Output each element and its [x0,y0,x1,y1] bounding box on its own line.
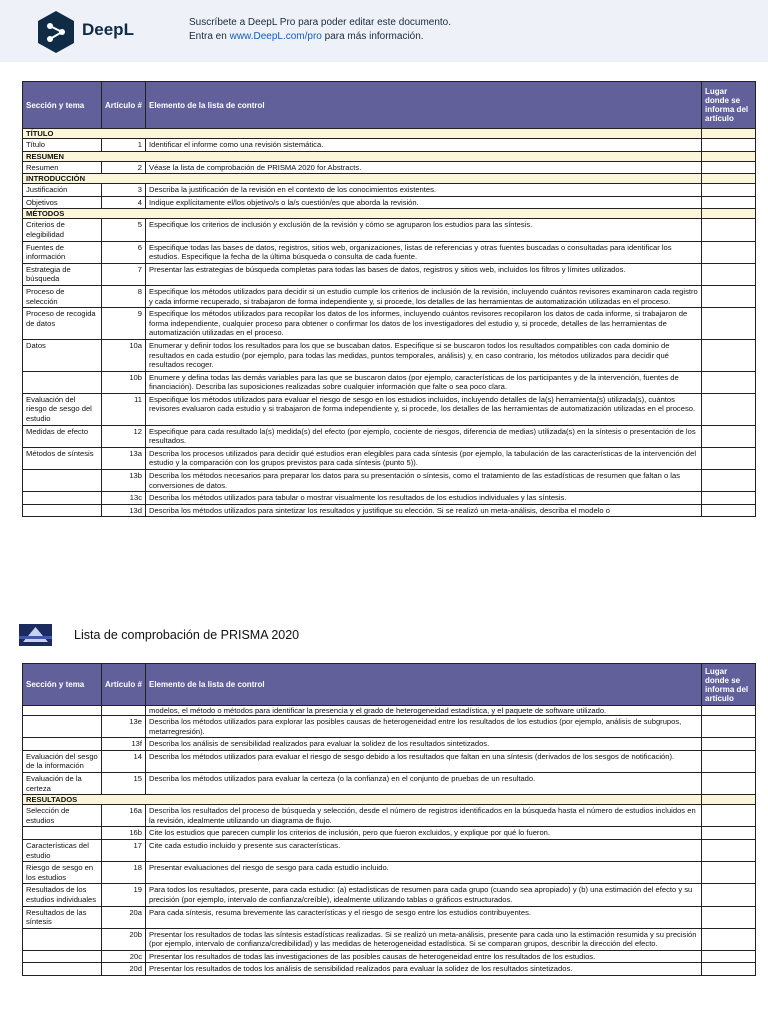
location-reported-cell [702,339,756,371]
item-number: 13c [102,492,146,505]
prisma-logo-icon [19,624,52,646]
banner-line-2: Entra en www.DeepL.com/pro para más información. [189,31,424,42]
location-reported-cell [702,963,756,976]
item-number: 8 [102,285,146,307]
checklist-item-text: Describa los análisis de sensibilidad realizados para evaluar la solidez de los resultados sintetizados. [146,738,702,751]
item-number: 12 [102,425,146,447]
section-topic: Proceso de recogida de datos [23,308,102,340]
header-item-number: Artículo # [102,82,146,129]
section-topic: Características del estudio [23,839,102,861]
section-topic [23,716,102,738]
checklist-row [23,827,756,840]
checklist-item-text: Véase la lista de comprobación de PRISMA 2020 for Abstracts. [146,161,702,174]
location-reported-cell [702,504,756,517]
prisma-checklist-table-page-2 [22,663,756,976]
location-reported-cell [702,285,756,307]
checklist-row [23,447,756,469]
banner-line-1: Suscríbete a DeepL Pro para poder editar este documento. [189,17,452,28]
section-title: RESUMEN [23,151,702,161]
checklist-item-text: Especifique los métodos utilizados para decidir si un estudio cumple los criterios de inclusión de la revisión, incluyendo cuántos revisores examinaron cada registro y cada informe recuperado, si trabajaron de forma independiente y, si procede, los detalles de las herramientas de automatización utilizadas en el proceso. [146,285,702,307]
item-number: 16a [102,805,146,827]
deepl-banner [0,0,768,62]
location-reported-cell [702,950,756,963]
checklist-row [23,750,756,772]
checklist-row [23,805,756,827]
section-topic: Evaluación de la certeza [23,772,102,794]
item-number: 11 [102,393,146,425]
section-title: INTRODUCCIÓN [23,174,702,184]
section-title: TÍTULO [23,129,702,139]
page-2-title: Lista de comprobación de PRISMA 2020 [74,628,300,642]
checklist-row [23,339,756,371]
section-header-row [23,129,756,139]
checklist-item-text: Especifique los criterios de inclusión y exclusión de la revisión y cómo se agruparon los estudios para las síntesis. [146,219,702,241]
section-topic [23,928,102,950]
item-number: 13a [102,447,146,469]
checklist-row [23,928,756,950]
deepl-brand: DeepL [82,20,134,39]
section-topic [23,470,102,492]
checklist-row [23,161,756,174]
location-reported-cell [702,492,756,505]
header-checklist-item: Elemento de la lista de control [146,664,702,706]
item-number: 3 [102,184,146,197]
checklist-item-text: Presentar los resultados de todos los análisis de sensibilidad realizados para evaluar la solidez de los resultados sintetizados. [146,963,702,976]
location-reported-cell [702,805,756,827]
checklist-row [23,184,756,197]
item-number: 13e [102,716,146,738]
section-topic [23,706,102,716]
item-number [102,706,146,716]
checklist-item-text: Identificar el informe como una revisión sistemática. [146,139,702,152]
checklist-item-text: Describa los métodos utilizados para tabular o mostrar visualmente los resultados de los estudios individuales y las síntesis. [146,492,702,505]
checklist-item-text: Especifique para cada resultado la(s) medida(s) del efecto (por ejemplo, cociente de riesgos, diferencia de medias) utilizada(s) en la síntesis o presentación de los resultados. [146,425,702,447]
location-reported-cell [702,196,756,209]
item-number: 10b [102,371,146,393]
checklist-item-text: Describa los métodos utilizados para evaluar la certeza (o la confianza) en el conjunto de pruebas de un resultado. [146,772,702,794]
section-location-cell [702,151,756,161]
item-number: 10a [102,339,146,371]
location-reported-cell [702,470,756,492]
section-title: MÉTODOS [23,209,702,219]
checklist-item-text: Describa los métodos utilizados para sintetizar los resultados y justifique su elección. Si se realizó un meta-análisis, describa el modelo o [146,504,702,517]
item-number: 13f [102,738,146,751]
section-topic: Resumen [23,161,102,174]
location-reported-cell [702,447,756,469]
checklist-row [23,139,756,152]
section-topic: Selección de estudios [23,805,102,827]
checklist-row [23,219,756,241]
location-reported-cell [702,750,756,772]
item-number: 4 [102,196,146,209]
header-section-topic: Sección y tema [23,82,102,129]
section-topic [23,950,102,963]
checklist-item-text: Describa los métodos utilizados para evaluar el riesgo de sesgo debido a los resultados que faltan en una síntesis (derivados de los sesgos de notificación). [146,750,702,772]
checklist-item-text: Describa los métodos utilizados para explorar las posibles causas de heterogeneidad entre los resultados de los estudios (por ejemplo, análisis de subgrupos, metarregresión). [146,716,702,738]
section-header-row [23,174,756,184]
item-number: 9 [102,308,146,340]
location-reported-cell [702,393,756,425]
checklist-item-text: Especifique los métodos utilizados para evaluar el riesgo de sesgo en los estudios incluidos, incluyendo detalles de la(s) herramienta(s) utilizada(s), cuántos revisores evaluaron cada estudio y si trabajaron de forma independiente y, si procede, los detalles de las herramientas de automatización utilizadas en el proceso. [146,393,702,425]
checklist-item-text: Para todos los resultados, presente, para cada estudio: (a) estadísticas de resumen para cada grupo (cuando sea apropiado) y (b) una estimación del efecto y su precisión (por ejemplo, intervalo de confianza/creíble), idealmente utilizando tablas o gráficos estructurados. [146,884,702,906]
section-topic [23,371,102,393]
section-location-cell [702,174,756,184]
section-header-row [23,795,756,805]
deepl-logo-icon [36,10,76,54]
location-reported-cell [702,425,756,447]
checklist-row [23,492,756,505]
checklist-row [23,285,756,307]
location-reported-cell [702,772,756,794]
item-number: 2 [102,161,146,174]
checklist-row [23,241,756,263]
section-location-cell [702,795,756,805]
checklist-item-text: Presentar las estrategias de búsqueda completas para todas las bases de datos, registros y sitios web, incluidos los filtros y límites utilizados. [146,263,702,285]
deepl-pro-link[interactable]: www.DeepL.com/pro [229,31,322,42]
checklist-row [23,963,756,976]
location-reported-cell [702,827,756,840]
checklist-item-text: Especifique todas las bases de datos, registros, sitios web, organizaciones, listas de referencias y otras fuentes buscadas o consultadas para identificar los estudios. Especifique la fecha de la última búsqueda o consulta de cada fuente. [146,241,702,263]
section-topic [23,963,102,976]
checklist-row [23,772,756,794]
checklist-row [23,196,756,209]
section-topic: Justificación [23,184,102,197]
section-topic [23,738,102,751]
item-number: 18 [102,862,146,884]
section-header-row [23,209,756,219]
item-number: 20a [102,906,146,928]
section-topic: Medidas de efecto [23,425,102,447]
page-break [0,568,768,618]
location-reported-cell [702,906,756,928]
item-number: 14 [102,750,146,772]
header-section-topic: Sección y tema [23,664,102,706]
location-reported-cell [702,184,756,197]
checklist-item-text: Presentar los resultados de todas las investigaciones de las posibles causas de heterogeneidad entre los resultados de los estudios. [146,950,702,963]
item-number: 17 [102,839,146,861]
page-2-heading [19,621,419,649]
section-topic [23,827,102,840]
checklist-item-text: Cite los estudios que parecen cumplir los criterios de inclusión, pero que fueron excluidos, y explique por qué lo fueron. [146,827,702,840]
item-number: 19 [102,884,146,906]
checklist-row [23,950,756,963]
section-title: RESULTADOS [23,795,702,805]
checklist-row [23,504,756,517]
checklist-item-text: Indique explícitamente el/los objetivo/s o la/s cuestión/es que aborda la revisión. [146,196,702,209]
checklist-item-text: Presentar evaluaciones del riesgo de sesgo para cada estudio incluido. [146,862,702,884]
checklist-item-text: Especifique los métodos utilizados para recopilar los datos de los informes, incluyendo cuántos revisores recopilaron los datos de cada informe, si trabajaron de forma independiente, cualquier proceso para obtener o confirmar los datos de los investigadores del estudio y, si procede, detalles de las herramientas de automatización utilizadas en el proceso. [146,308,702,340]
checklist-row [23,470,756,492]
section-topic: Datos [23,339,102,371]
prisma-checklist-table-page-1 [22,81,756,517]
section-topic: Evaluación del sesgo de la información [23,750,102,772]
checklist-item-text: Describa los resultados del proceso de búsqueda y selección, desde el número de registros identificados en la búsqueda hasta el número de estudios incluidos en la revisión, idealmente utilizando un diagrama de flujo. [146,805,702,827]
item-number: 1 [102,139,146,152]
location-reported-cell [702,928,756,950]
header-item-number: Artículo # [102,664,146,706]
header-location-reported: Lugar donde se informa del artículo [702,664,756,706]
checklist-item-text: Describa los métodos necesarios para preparar los datos para su presentación o síntesis, como el tratamiento de las estadísticas de resumen que faltan o las conversiones de datos. [146,470,702,492]
section-topic: Evaluación del riesgo de sesgo del estudio [23,393,102,425]
section-topic: Objetivos [23,196,102,209]
checklist-row [23,906,756,928]
checklist-item-text: Describa la justificación de la revisión en el contexto de los conocimientos existentes. [146,184,702,197]
location-reported-cell [702,241,756,263]
location-reported-cell [702,139,756,152]
item-number: 16b [102,827,146,840]
section-location-cell [702,129,756,139]
section-location-cell [702,209,756,219]
location-reported-cell [702,263,756,285]
section-topic: Riesgo de sesgo en los estudios [23,862,102,884]
checklist-row [23,371,756,393]
checklist-item-text: modelos, el método o métodos para identificar la presencia y el grado de heterogeneidad estadística, y el paquete de software utilizado. [146,706,702,716]
checklist-row [23,884,756,906]
checklist-row [23,839,756,861]
checklist-item-text: Para cada síntesis, resuma brevemente las características y el riesgo de sesgo entre los estudios contribuyentes. [146,906,702,928]
section-topic: Resultados de las síntesis [23,906,102,928]
checklist-item-text: Enumerar y definir todos los resultados para los que se buscaban datos. Especifique si se buscaron todos los resultados compatibles con cada dominio de resultados en cada estudio (por ejemplo, para todas las medidas, puntos temporales, análisis) y, en caso contrario, los métodos utilizados para decidir qué resultados recoger. [146,339,702,371]
checklist-item-text: Presentar los resultados de todas las síntesis estadísticas realizadas. Si se realizó un meta-análisis, presente para cada uno la estimación resumida y su precisión (por ejemplo, intervalo de confianza/credibilidad) y las medidas de heterogeneidad estadística. Si se comparan grupos, describir la dirección del efecto. [146,928,702,950]
item-number: 20c [102,950,146,963]
item-number: 13b [102,470,146,492]
checklist-row [23,393,756,425]
location-reported-cell [702,706,756,716]
section-topic: Título [23,139,102,152]
section-topic: Resultados de los estudios individuales [23,884,102,906]
location-reported-cell [702,884,756,906]
checklist-item-text: Cite cada estudio incluido y presente sus características. [146,839,702,861]
section-topic: Criterios de elegibilidad [23,219,102,241]
checklist-row [23,716,756,738]
location-reported-cell [702,862,756,884]
item-number: 7 [102,263,146,285]
checklist-row [23,263,756,285]
checklist-row [23,425,756,447]
item-number: 13d [102,504,146,517]
location-reported-cell [702,716,756,738]
item-number: 20b [102,928,146,950]
item-number: 5 [102,219,146,241]
checklist-row-continued [23,706,756,716]
item-number: 15 [102,772,146,794]
header-location-reported: Lugar donde se informa del artículo [702,82,756,129]
checklist-item-text: Enumere y defina todas las demás variables para las que se buscaron datos (por ejemplo, características de los participantes y de la intervención, fuentes de financiación). Describa las suposiciones realizadas sobre cualquier información que falte o sea poco clara. [146,371,702,393]
section-topic: Proceso de selección [23,285,102,307]
item-number: 20d [102,963,146,976]
item-number: 6 [102,241,146,263]
checklist-item-text: Describa los procesos utilizados para decidir qué estudios eran elegibles para cada síntesis (por ejemplo, la tabulación de las características de la intervención del estudio y la comparación con los grupos previstos para cada síntesis (punto 5)). [146,447,702,469]
location-reported-cell [702,371,756,393]
section-topic: Fuentes de información [23,241,102,263]
banner-message [189,16,451,44]
location-reported-cell [702,219,756,241]
header-checklist-item: Elemento de la lista de control [146,82,702,129]
section-topic: Estrategia de búsqueda [23,263,102,285]
section-topic [23,492,102,505]
checklist-row [23,862,756,884]
location-reported-cell [702,308,756,340]
location-reported-cell [702,161,756,174]
section-topic: Métodos de síntesis [23,447,102,469]
checklist-row [23,738,756,751]
checklist-row [23,308,756,340]
section-topic [23,504,102,517]
section-header-row [23,151,756,161]
location-reported-cell [702,738,756,751]
location-reported-cell [702,839,756,861]
